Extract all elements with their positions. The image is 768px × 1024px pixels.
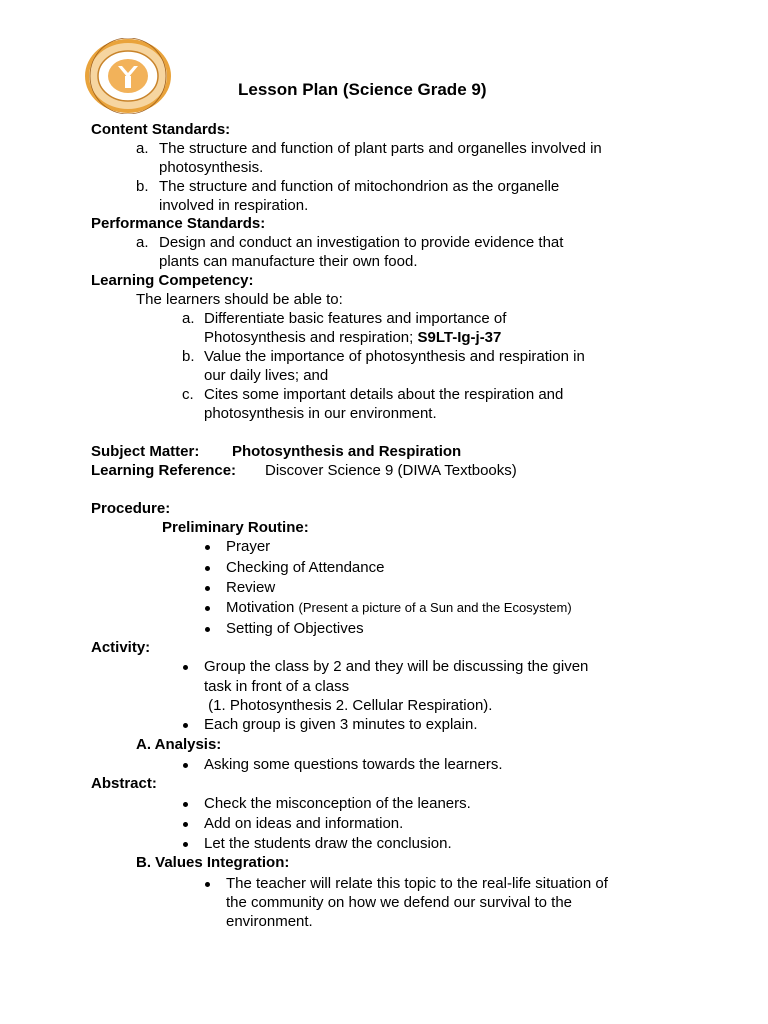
bullet-icon bbox=[205, 566, 210, 571]
bullet-icon bbox=[183, 802, 188, 807]
subject-matter-value: Photosynthesis and Respiration bbox=[232, 443, 462, 460]
competency-code: S9LT-Ig-j-37 bbox=[417, 329, 502, 346]
routine-item-label: Motivation bbox=[226, 599, 295, 616]
bullet-icon bbox=[205, 586, 210, 591]
routine-item: Review bbox=[226, 579, 276, 596]
analysis-item: Asking some questions towards the learners. bbox=[204, 756, 503, 773]
values-item-text: The teacher will relate this topic to the real-life situation of bbox=[226, 875, 608, 892]
bullet-icon bbox=[183, 842, 188, 847]
list-item-text: Design and conduct an investigation to provide evidence that bbox=[159, 234, 564, 251]
list-item-text: Value the importance of photosynthesis and respiration in bbox=[204, 348, 585, 365]
activity-item-text: Each group is given 3 minutes to explain. bbox=[204, 716, 478, 733]
abstract-heading: Abstract: bbox=[91, 775, 157, 792]
values-item-text: the community on how we defend our survival to the bbox=[226, 894, 573, 911]
list-marker: c. bbox=[182, 386, 194, 403]
activity-heading: Activity: bbox=[91, 639, 151, 656]
abstract-item: Let the students draw the conclusion. bbox=[204, 835, 452, 852]
list-marker: a. bbox=[136, 140, 149, 157]
content-standards-heading: Content Standards: bbox=[91, 121, 231, 138]
values-integration-heading: B. Values Integration: bbox=[136, 854, 290, 871]
page-title: Lesson Plan (Science Grade 9) bbox=[238, 80, 487, 99]
list-item-text: Cites some important details about the respiration and bbox=[204, 386, 564, 403]
routine-item-note: (Present a picture of a Sun and the Ecosystem) bbox=[298, 600, 572, 615]
activity-item-text: Group the class by 2 and they will be discussing the given bbox=[204, 658, 589, 675]
list-item-text: plants can manufacture their own food. bbox=[159, 253, 418, 270]
routine-item: Checking of Attendance bbox=[226, 559, 385, 576]
list-item-text: Photosynthesis and respiration; bbox=[204, 329, 418, 346]
procedure-heading: Procedure: bbox=[91, 500, 171, 517]
school-seal-logo bbox=[84, 38, 172, 114]
bullet-icon bbox=[183, 822, 188, 827]
list-item-text: photosynthesis. bbox=[159, 159, 264, 176]
subject-matter-label: Subject Matter: bbox=[91, 443, 200, 460]
bullet-icon bbox=[205, 606, 210, 611]
analysis-heading: A. Analysis: bbox=[136, 736, 222, 753]
learning-reference-label: Learning Reference: bbox=[91, 462, 237, 479]
abstract-item: Check the misconception of the leaners. bbox=[204, 795, 471, 812]
preliminary-routine-heading: Preliminary Routine: bbox=[162, 519, 309, 536]
list-item-text: our daily lives; and bbox=[204, 367, 329, 384]
bullet-icon bbox=[183, 763, 188, 768]
list-marker: b. bbox=[136, 178, 149, 195]
learning-reference-value: Discover Science 9 (DIWA Textbooks) bbox=[265, 462, 517, 479]
routine-item: Prayer bbox=[226, 538, 271, 555]
bullet-icon bbox=[205, 545, 210, 550]
values-item-text: environment. bbox=[226, 913, 313, 930]
list-item-text: photosynthesis in our environment. bbox=[204, 405, 437, 422]
list-item-text: Differentiate basic features and importance of bbox=[204, 310, 507, 327]
list-marker: a. bbox=[182, 310, 195, 327]
activity-item-text: task in front of a class bbox=[204, 678, 350, 695]
bullet-icon bbox=[183, 665, 188, 670]
activity-item-text: (1. Photosynthesis 2. Cellular Respiration). bbox=[204, 697, 493, 714]
learning-competency-heading: Learning Competency: bbox=[91, 272, 254, 289]
routine-item: Setting of Objectives bbox=[226, 620, 364, 637]
competency-intro: The learners should be able to: bbox=[136, 291, 343, 308]
list-marker: b. bbox=[182, 348, 195, 365]
list-item-text bbox=[204, 328, 501, 347]
bullet-icon bbox=[183, 723, 188, 728]
list-marker: a. bbox=[136, 234, 149, 251]
abstract-item: Add on ideas and information. bbox=[204, 815, 404, 832]
list-item-text: The structure and function of mitochondrion as the organelle bbox=[159, 178, 560, 195]
bullet-icon bbox=[205, 882, 210, 887]
bullet-icon bbox=[205, 627, 210, 632]
list-item-text: The structure and function of plant parts and organelles involved in bbox=[159, 140, 602, 157]
performance-standards-heading: Performance Standards: bbox=[91, 215, 266, 232]
list-item-text: involved in respiration. bbox=[159, 197, 309, 214]
routine-item bbox=[226, 598, 572, 617]
